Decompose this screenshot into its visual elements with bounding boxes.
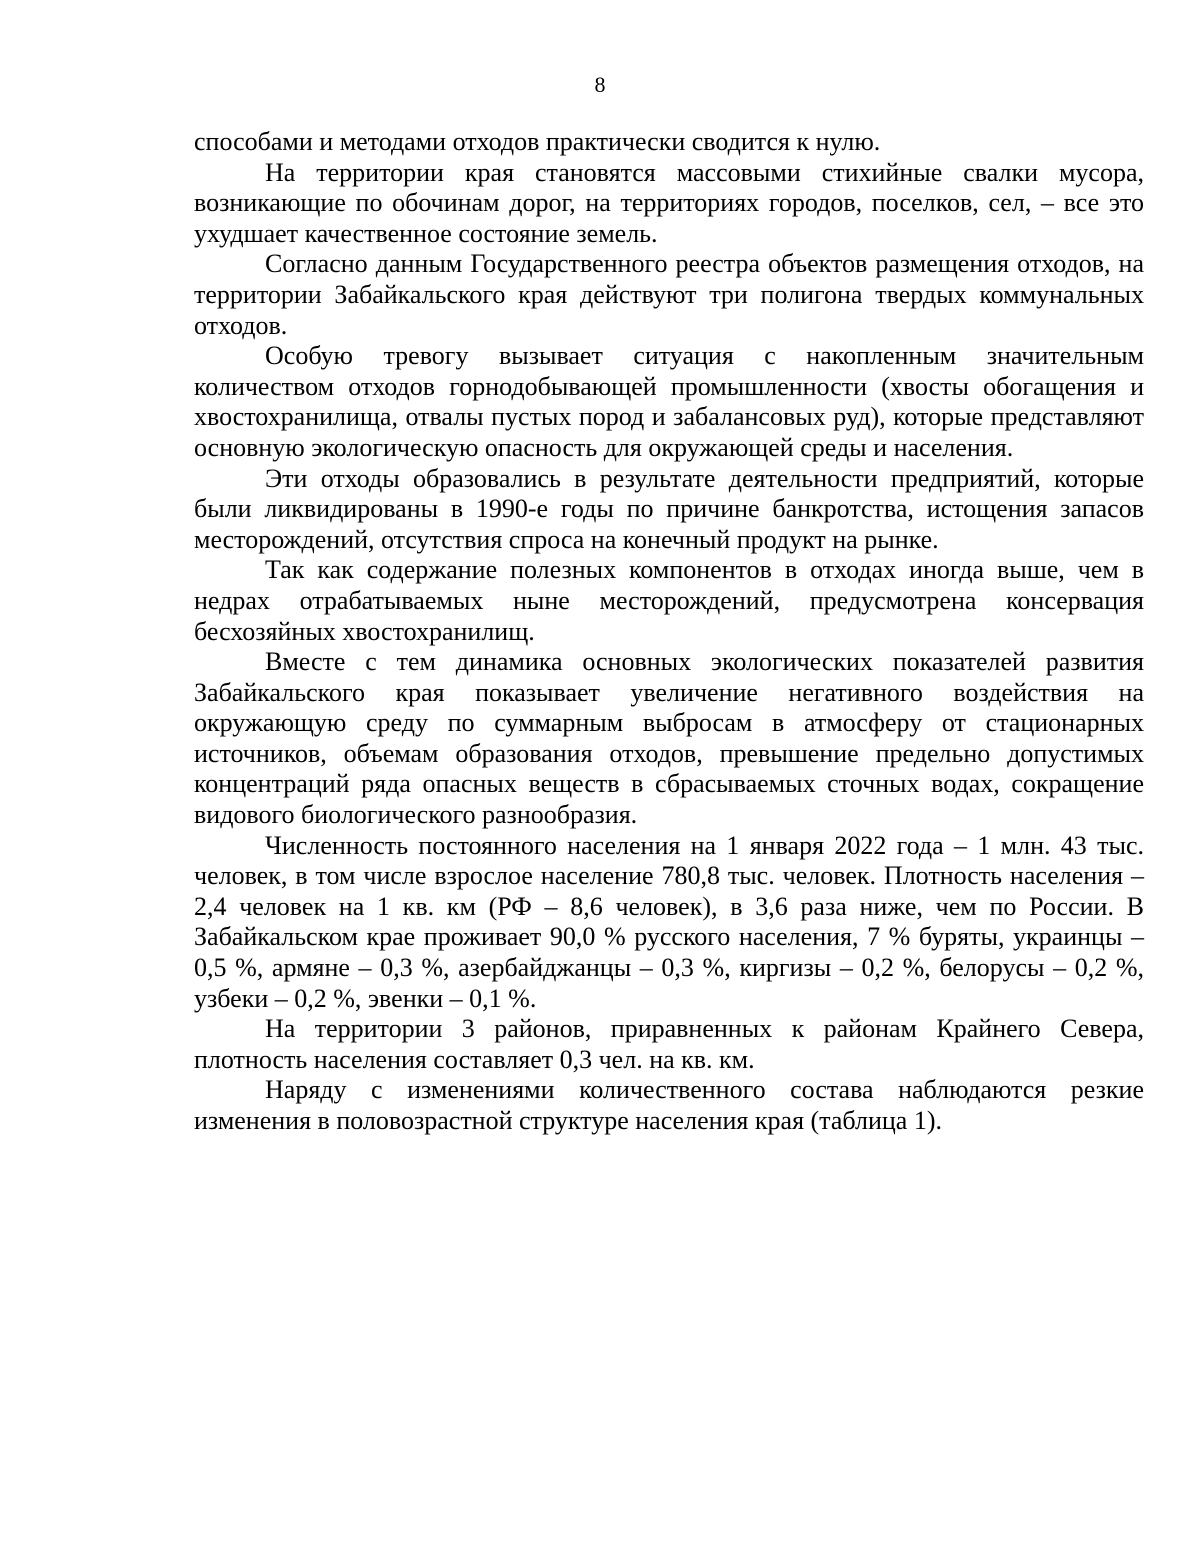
paragraph-ecological-indicators: Вместе с тем динамика основных экологических показателей развития Забайкальского края показывает увеличение негативного воздействия на окружающую среду по суммарным выбросам в атмосферу от стационарных источников, объемам образования отходов, превышение предельно допустимых концентраций ряда опасных веществ в сбрасываемых сточных водах, сокращение видового биологического разнообразия. — [194, 647, 1144, 830]
paragraph-continuation: способами и методами отходов практически сводится к нулю. — [194, 127, 881, 156]
paragraph-tailings-conservation: Так как содержание полезных компонентов в отходах иногда выше, чем в недрах отрабатываемых ныне месторождений, предусмотрена консервация бесхозяйных хвостохранилищ. — [194, 555, 1144, 646]
paragraph-age-structure: Наряду с изменениями количественного состава наблюдаются резкие изменения в половозрастной структуре населения края (таблица 1). — [194, 1075, 1144, 1135]
paragraph-mining-waste: Особую тревогу вызывает ситуация с накопленным значительным количеством отходов горнодобывающей промышленности (хвосты обогащения и хвостохранилища, отвалы пустых пород и забалансовых руд), которые представляют основную экологическую опасность для окружающей среды и населения. — [194, 341, 1144, 462]
paragraph-far-north-districts: На территории 3 районов, приравненных к районам Крайнего Севера, плотность населения составляет 0,3 чел. на кв. км. — [194, 1014, 1144, 1074]
paragraph-waste-dumps: На территории края становятся массовыми стихийные свалки мусора, возникающие по обочинам дорог, на территориях городов, поселков, сел, – все это ухудшает качественное состояние земель. — [194, 157, 1144, 248]
paragraph-landfills: Согласно данным Государственного реестра объектов размещения отходов, на территории Забайкальского края действуют три полигона твердых коммунальных отходов. — [194, 249, 1144, 340]
paragraph-population: Численность постоянного населения на 1 января 2022 года – 1 млн. 43 тыс. человек, в том числе взрослое население 780,8 тыс. человек. Плотность населения – 2,4 человек на 1 кв. км (РФ – 8,6 человек), в 3,6 раза ниже, чем по России. В Забайкальском крае проживает 90,0 % русского населения, 7 % буряты, украинцы – 0,5 %, армяне – 0,3 %, азербайджанцы – 0,3 %, киргизы – 0,2 %, белорусы – 0,2 %, узбеки – 0,2 %, эвенки – 0,1 %. — [194, 830, 1144, 1013]
paragraph-liquidated-enterprises: Эти отходы образовались в результате деятельности предприятий, которые были ликвидированы в 1990-е годы по причине банкротства, истощения запасов месторождений, отсутствия спроса на конечный продукт на рынке. — [194, 463, 1144, 554]
page-number: 8 — [594, 72, 606, 97]
body-text — [194, 127, 1144, 1137]
